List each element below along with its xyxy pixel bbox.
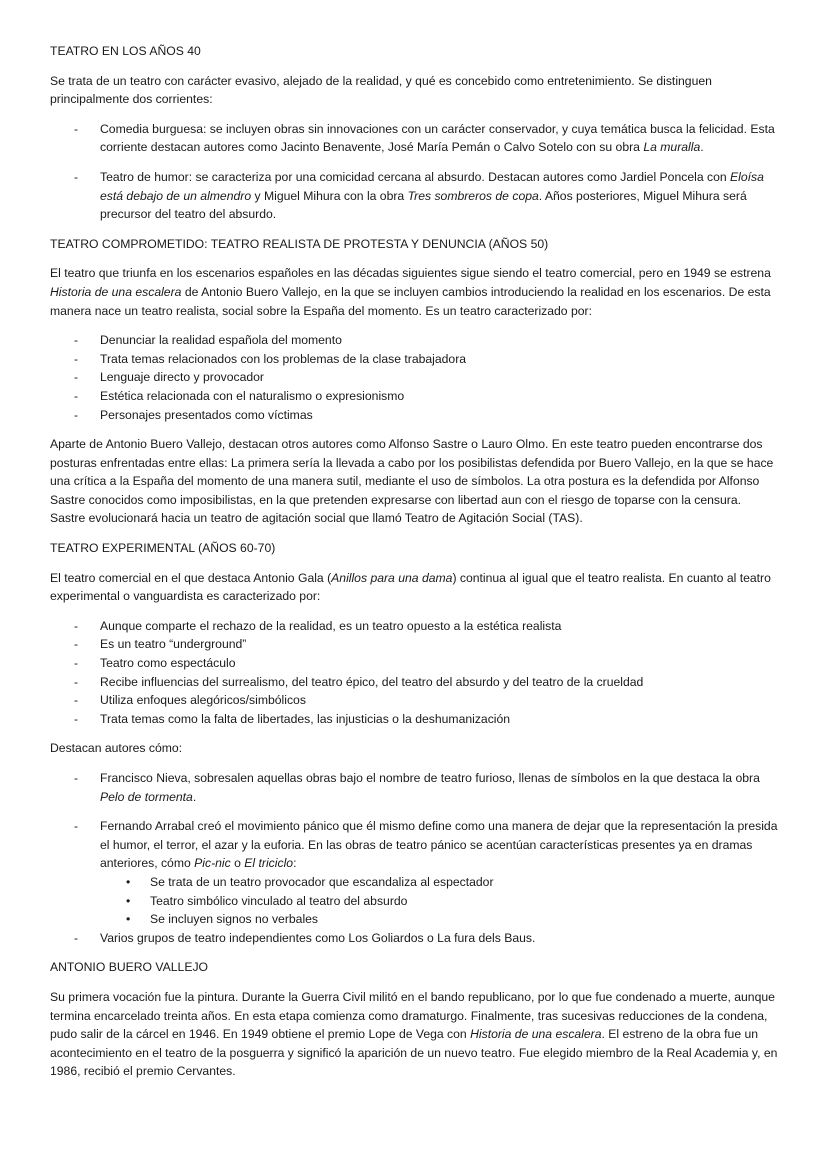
intro-text: ) continua al igual que el teatro realista. En cuanto al teatro experimental o vanguardista es caracterizado por:: [50, 570, 771, 604]
list-item-teatro-humor: [50, 168, 778, 224]
item-text: Teatro de humor: se caracteriza por una comicidad cercana al absurdo. Destacan autores como Jardiel Poncela con: [100, 169, 731, 184]
section-intro: [50, 72, 778, 109]
item-text: o: [230, 856, 245, 871]
work-title: Tres sombreros de copa: [407, 188, 539, 203]
item-text: Fernando Arrabal creó el movimiento pánico que él mismo define como una manera de dejar que la representación la presida el humor, el terror, el azar y la euforia. En las obras de teatro pánico se acentúan características presentes ya en dramas anteriores, cómo: [100, 819, 778, 871]
paragraph-text: Su primera vocación fue la pintura. Durante la Guerra Civil militó en el bando republicano, por lo que fue condenado a muerte, aunque termina encarcelado treinta años. En esta etapa comienza como dramaturgo. Finalmente, tras sucesivas reducciones de la condena, pudo salir de la cárcel en 1946. En 1949 obtiene el premio Lope de Vega con: [50, 989, 775, 1042]
list-item: - Trata temas como la falta de libertades, las injusticias o la deshumanización: [50, 710, 778, 729]
list-item: - Lenguaje directo y provocador: [50, 368, 778, 387]
section-heading: TEATRO EN LOS AÑOS 40: [50, 44, 201, 58]
document-page: [50, 42, 778, 1092]
bullet-item: • Teatro simbólico vinculado al teatro del absurdo: [50, 892, 778, 911]
authors-intro: Destacan autores cómo:: [50, 741, 183, 756]
biography-paragraph: [50, 988, 778, 1081]
bullet-item: • Se trata de un teatro provocador que escandaliza al espectador: [50, 873, 778, 892]
work-title: Pelo de tormenta: [100, 789, 193, 804]
section-heading: TEATRO EXPERIMENTAL (AÑOS 60-70): [50, 541, 276, 556]
section-heading: TEATRO COMPROMETIDO: TEATRO REALISTA DE PROTESTA Y DENUNCIA (AÑOS 50): [50, 236, 549, 251]
section-closing: Aparte de Antonio Buero Vallejo, destacan otros autores como Alfonso Sastre o Lauro Olmo. En este teatro pueden encontrarse dos posturas enfrentadas entre ellas: La primera sería la llevada a cabo por los posibilistas defendida por Buero Vallejo, en la que se hace una crítica a la España del momento de una manera sutil, mediante el uso de símbolos. La otra postura es la defendida por Alfonso Sastre conocidos como imposibilistas, en la que pretenden expresarse con libertad aun con el riesgo de toparse con la censura. Sastre evolucionará hacia un teatro de agitación social que llamó Teatro de Agitación Social (TAS).: [50, 437, 774, 526]
item-text-end: .: [192, 789, 197, 804]
intro-text: El teatro comercial en el que destaca Antonio Gala (: [50, 570, 332, 585]
characteristics-list: [50, 617, 778, 729]
section-teatro-experimental: [50, 539, 778, 947]
list-item: - Teatro como espectáculo: [50, 654, 778, 673]
list-item-arrabal: [50, 817, 778, 929]
currents-list: [50, 120, 778, 224]
item-text: Francisco Nieva, sobresalen aquellas obras bajo el nombre de teatro furioso, llenas de símbolos en la que destaca la obra: [100, 771, 760, 785]
list-item-groups: - Varios grupos de teatro independientes como Los Goliardos o La fura dels Baus.: [50, 929, 778, 948]
characteristics-list: [50, 331, 778, 424]
section-intro: [50, 264, 778, 320]
list-item: - Es un teatro “underground”: [50, 635, 778, 654]
item-text: :: [293, 856, 297, 871]
work-title: Historia de una escalera: [470, 1027, 602, 1042]
section-anos-40: [50, 42, 778, 224]
work-title: La muralla: [643, 140, 701, 155]
paragraph-text: . El estreno de la obra fue un acontecimiento en el teatro de la posguerra y significó la aparición de un nuevo teatro. Fue elegido miembro de la Real Academia y, en 1986, recibió el premio Cervantes.: [50, 1027, 778, 1079]
bullet-item: • Se incluyen signos no verbales: [50, 910, 778, 929]
list-item: - Utiliza enfoques alegóricos/simbólicos: [50, 691, 778, 710]
work-title: El triciclo: [244, 856, 294, 871]
work-title: Eloísa está debajo de un almendro: [100, 169, 764, 203]
list-item: - Estética relacionada con el naturalismo o expresionismo: [50, 387, 778, 406]
section-buero-vallejo: [50, 958, 778, 1081]
item-text: Comedia burguesa: se incluyen obras sin innovaciones con un carácter conservador, y cuya temática busca la felicidad. Esta corriente destacan autores como Jacinto Benavente, José María Pemán o Calvo Sotelo con su obra: [100, 121, 775, 155]
section-heading: ANTONIO BUERO VALLEJO: [50, 960, 209, 975]
authors-list: [50, 769, 778, 947]
intro-text: de Antonio Buero Vallejo, en la que se incluyen cambios introduciendo la realidad en los escenarios. De esta manera nace un teatro realista, social sobre la España del momento. Es un teatro caracterizado por:: [50, 284, 771, 318]
list-item-nieva: [50, 769, 778, 806]
intro-text: Se trata de un teatro con carácter evasivo, alejado de la realidad, y qué es concebido como entretenimiento. Se distinguen principalmente dos corrientes:: [50, 73, 712, 107]
list-item: - Personajes presentados como víctimas: [50, 406, 778, 425]
panic-features-list: [50, 873, 778, 929]
list-item: - Denunciar la realidad española del momento: [50, 331, 778, 350]
list-item: - Aunque comparte el rechazo de la realidad, es un teatro opuesto a la estética realista: [50, 617, 778, 636]
intro-text: El teatro que triunfa en los escenarios españoles en las décadas siguientes sigue siendo el teatro comercial, pero en 1949 se estrena: [50, 266, 771, 281]
section-teatro-comprometido: [50, 235, 778, 528]
work-title: Pic-nic: [194, 856, 231, 871]
list-item: - Trata temas relacionados con los problemas de la clase trabajadora: [50, 350, 778, 369]
work-title: Anillos para una dama: [331, 570, 453, 585]
item-text: . Años posteriores, Miguel Mihura será precursor del teatro del absurdo.: [100, 188, 747, 222]
section-intro: [50, 569, 778, 606]
item-text: y Miguel Mihura con la obra: [251, 188, 408, 203]
list-item: - Recibe influencias del surrealismo, del teatro épico, del teatro del absurdo y del teatro de la crueldad: [50, 673, 778, 692]
list-item-comedia-burguesa: [50, 120, 778, 157]
item-text-end: .: [700, 140, 704, 155]
work-title: Historia de una escalera: [50, 284, 182, 299]
